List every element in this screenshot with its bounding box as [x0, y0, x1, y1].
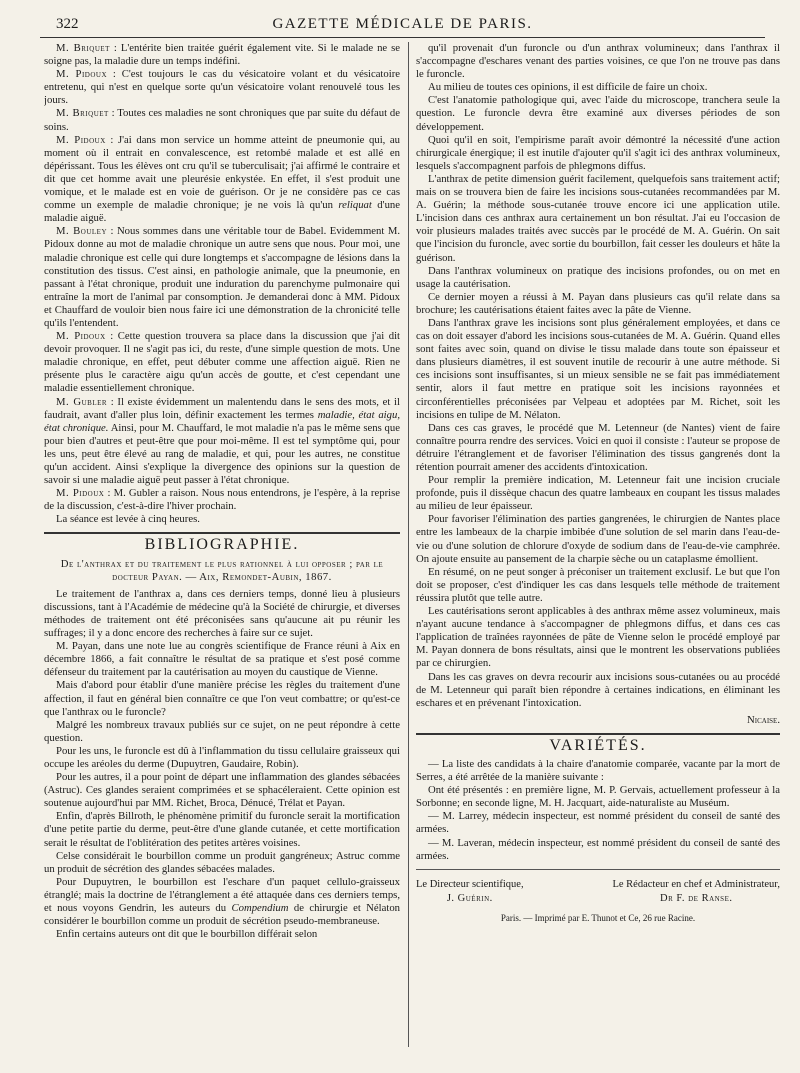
discussion-paragraph: M. Briquet : L'entérite bien traitée guérit également vite. Si le malade ne se soigne pas, la maladie dure un temps indéfini. [44, 42, 400, 68]
article-paragraph: Pour remplir la première indication, M. Letenneur fait une incision cruciale profonde, puis il dissèque chacun des quatre lambeaux en coupant les tissus malades au milieu de leur épaisseur. [416, 474, 780, 513]
article-paragraph: En résumé, on ne peut songer à préconiser un traitement exclusif. Le but que l'on doit se proposer, c'est d'indiquer les cas dans lesquels telle méthode de traitement réussira plutôt que telle autre. [416, 565, 780, 604]
news-item: — La liste des candidats à la chaire d'anatomie comparée, vacante par la mort de Serres, a été arrêtée de la manière suivante : [416, 757, 780, 784]
speaker-name: M. Pidoux [56, 487, 105, 500]
journal-title: GAZETTE MÉDICALE DE PARIS. [272, 16, 533, 32]
article-paragraph: Celse considérait le bourbillon comme un produit gangréneux; Astruc comme un produit de sécrétion des glandes sébacées malades. [44, 849, 400, 875]
discussion-paragraph: M. Pidoux : C'est toujours le cas du vésicatoire volant et du vésicatoire entretenu, qui n'est en quelque sorte qu'un vésicatoire volant renouvelé tous les jours. [44, 68, 400, 107]
bibliography-reference: De l'anthrax et du traitement le plus rationnel à lui opposer ; par le docteur Payan. — Aix, Remondet-Aubin, 1867. [60, 557, 384, 583]
speaker-name: M. Pidoux [56, 330, 106, 343]
article-paragraph: Pour favoriser l'élimination des parties gangrenées, le chirurgien de Nantes place entre les lambeaux de la charpie imbibée d'une solution de sel marin dans l'eau-de-vie ou d'une solution de chlorure d'oxyde de sodium dans de l'eau-de-vie camphrée. On ajoute ensuite au pansement de la charpie sèche ou un cataplasme émollient. [416, 513, 780, 565]
column-divider [408, 42, 409, 1047]
right-column [416, 42, 780, 1062]
header-rule [40, 37, 765, 38]
article-paragraph: Dans l'anthrax volumineux on pratique des incisions profondes, ou on met en usage la cautérisation. [416, 264, 780, 290]
author-signature: Nicaise. [747, 713, 780, 726]
discussion-paragraph: M. Pidoux : Cette question trouvera sa place dans la discussion que j'ai dit devoir provoquer. Il ne s'agit pas ici, du reste, d'une simple question de mots. Une maladie chronique, en effet, peut débuter comme une affection aiguë. Rien ne présente plus le caractère aigu qu'un accès de goutte, et c'est cependant une maladie essentiellement chronique. [44, 330, 400, 395]
printer-imprint: Paris. — Imprimé par E. Thunot et Ce, 26 rue Racine. [500, 912, 696, 923]
news-item: — M. Laveran, médecin inspecteur, est nommé président du conseil de santé des armées. [416, 836, 780, 862]
article-paragraph: Au milieu de toutes ces opinions, il est difficile de faire un choix. [428, 81, 708, 94]
editor-credit: Le Rédacteur en chef et Administrateur, Dr F. de Ranse. [612, 878, 780, 904]
article-paragraph: Dans les cas graves on devra recourir aux incisions sous-cutanées ou au procédé de M. Letenneur qui paraît bien répondre à certaines indications, en éliminant les eschares et en prévenant l'intoxication. [416, 670, 780, 709]
article-paragraph: C'est l'anatomie pathologique qui, avec l'aide du microscope, tranchera seule la question. Le furoncle devra être examiné aux diverses périodes de son développement. [416, 94, 780, 133]
article-paragraph: qu'il provenait d'un furoncle ou d'un anthrax volumineux; dans l'anthrax il s'accompagne d'eschares venant des parties voisines, ce que l'on ne trouve pas dans le furoncle. [416, 42, 780, 81]
speaker-name: M. Briquet [56, 42, 110, 54]
article-paragraph: Quoi qu'il en soit, l'empirisme paraît avoir démontré la nécessité d'une action chirurgicale énergique; il est inutile d'ajouter qu'il s'agit ici des anthrax volumineux, lesquels s'accompagnent parfois de phlegmons diffus. [416, 133, 780, 172]
article-paragraph: M. Payan, dans une note lue au congrès scientifique de France réuni à Aix en décembre 1866, a fait connaître le résultat de sa pratique et s'est posé comme défenseur du traitement par la cautérisation au moyen du caustique de Vienne. [44, 640, 400, 679]
news-item: — M. Larrey, médecin inspecteur, est nommé président du conseil de santé des armées. [416, 810, 780, 836]
left-column [44, 42, 400, 1062]
article-paragraph: Enfin certains auteurs ont dit que le bourbillon différait selon [56, 928, 318, 941]
page-number: 322 [56, 16, 79, 32]
footer-rule [416, 869, 780, 870]
speaker-name: M. Pidoux [56, 68, 108, 81]
session-close: La séance est levée à cinq heures. [56, 513, 200, 526]
article-paragraph: Enfin, d'après Billroth, le phénomène primitif du furoncle serait la mortification d'une petite partie du derme, peut-être d'une glande cutanée, et cette mortification serait le résultat de l'oblitération des petites artères voisines. [44, 810, 400, 849]
section-rule [44, 532, 400, 534]
discussion-paragraph: M. Gubler : Il existe évidemment un malentendu dans le sens des mots, et il faudrait, avant d'aller plus loin, définir exactement les termes maladie, état aigu, état chronique. Ainsi, pour M. Chauffard, le mot maladie n'a pas le même sens que pour bien d'autres et peut-être que pour moi-même. Il est tel symptôme qui, pour les uns, peut être élevé au rang de maladie, et qui, pour les autres, ne constitue qu'un accident. Ainsi s'explique la divergence des opinions sur la question de savoir si une maladie aiguë peut passer à l'état chronique. [44, 395, 400, 487]
section-rule [416, 733, 780, 735]
article-paragraph: Pour Dupuytren, le bourbillon est l'eschare d'un paquet cellulo-graisseux étranglé; mais la doctrine de l'étranglement a été attaquée dans ces derniers temps, et nous voyons Gendrin, les auteurs du Compendium de chirurgie et Nélaton considérer le bourbillon comme un produit de sécrétion pseudo-membraneuse. [44, 875, 400, 928]
article-paragraph: Le traitement de l'anthrax a, dans ces derniers temps, donné lieu à plusieurs discussions, tant à l'Académie de médecine qu'à la Société de chirurgie, et diverses méthodes de traitement ont été préconisées sans qu'aucune ait pu réunir les suffrages; il y a donc encore des recherches à faire sur ce sujet. [44, 587, 400, 640]
article-paragraph: Les cautérisations seront applicables à des anthrax même assez volumineux, mais n'ayant aucune tendance à s'accompagner de phlegmons diffus, et dans ces cas l'application de traînées rayonnées de pâte de Vienne selon le procédé employé par M. Payan donnera de bons résultats, ainsi que le montrent les observations publiées par ce chirurgien. [416, 605, 780, 670]
article-paragraph: L'anthrax de petite dimension guérit facilement, quelquefois sans traitement actif; mais on se trouvera bien de faire les incisions sous-cutanées recommandées par M. A. Guérin; la méthode sous-cutanée trouve encore ici une application utile. L'incision dans ces anthrax aura certainement un bon résultat. J'ai eu l'occasion de voir plusieurs malades traités avec succès par le procédé de M. A. Guérin. On sait que l'incision du furoncle, avec sortie du bourbillon, fait cesser les douleurs et hâte la guérison. [416, 172, 780, 264]
editorial-credits [416, 878, 780, 906]
discussion-paragraph: M. Pidoux : J'ai dans mon service un homme atteint de pneumonie qui, au moment où il entrait en convalescence, est retombé malade et est allé en dépérissant. Tous les élèves ont cru qu'il se tuberculisait; j'ai affirmé le contraire et dit que cet homme avait une pleurésie enkystée. En effet, il s'est produit une vomique, et le malade est en voie de guérison. Or je ne considère pas ce cas comme un exemple de maladie chronique; je ne vois là qu'un reliquat d'une maladie aiguë. [44, 133, 400, 225]
article-paragraph: Malgré les nombreux travaux publiés sur ce sujet, on ne peut répondre à cette question. [44, 718, 400, 744]
discussion-paragraph: M. Briquet : Toutes ces maladies ne sont chroniques que par suite du défaut de soins. [44, 107, 400, 133]
speaker-name: M. Gubler [56, 395, 108, 408]
news-item: Ont été présentés : en première ligne, M. P. Gervais, actuellement professeur à la Sorbonne; en seconde ligne, M. H. Jacquart, aide-naturaliste au Muséum. [416, 784, 780, 810]
article-paragraph: Pour les uns, le furoncle est dû à l'inflammation du tissu cellulaire graisseux qui occupe les aréoles du derme (Dupuytren, Gaudaire, Robin). [44, 744, 400, 770]
article-paragraph: Mais d'abord pour établir d'une manière précise les règles du traitement d'une affection, il faut en général bien connaître ce que l'on veut combattre; or qu'est-ce que l'anthrax ou le furoncle? [44, 679, 400, 718]
article-paragraph: Dans l'anthrax grave les incisions sont plus généralement employées, et dans ce cas on doit essayer d'abord les incisions sous-cutanées de M. A. Guérin. Quand elles sont faites avec soin, quand on divise le tissu malade dans toute son épaisseur et dans plusieurs diamètres, il est souvent inutile de recourir à une autre méthode. Si ces incisions sont insuffisantes, si un mieux sensible ne se fait pas immédiatement sentir, alors il faut mettre en pratique soit les incisions rayonnées et circonférentielles préconisées par Velpeau et adoptées par M. Richet, soit les incisions en tulipe de M. Nélaton. [416, 316, 780, 421]
discussion-paragraph: M. Bouley : Nous sommes dans une véritable tour de Babel. Evidemment M. Pidoux donne au mot de maladie chronique un autre sens que nous. Pour moi, une maladie chronique est celle qui dure longtemps et s'accompagne de lésions dans la constitution des tissus. C'est ainsi, en pathologie animale, que la pneumonie, en passant à l'état chronique, produit une induration du parenchyme pulmonaire qui entraîne la mort de l'animal par consomption. Je demanderai donc à MM. Pidoux et Chauffard de vouloir bien nous faire ici une démonstration de la chronicité telle qu'ils l'entendent. [44, 225, 400, 329]
discussion-paragraph: M. Pidoux : M. Gubler a raison. Nous nous entendrons, je l'espère, à la reprise de la discussion, c'est-à-dire l'hiver prochain. [44, 487, 400, 513]
director-credit: Le Directeur scientifique, J. Guérin. [416, 878, 524, 904]
speaker-name: M. Briquet [56, 107, 109, 120]
article-paragraph: Pour les autres, il a pour point de départ une inflammation des glandes sébacées (Astruc). Ces glandes seraient comprimées et se sphacéleraient. Cette opinion est soutenue aujourd'hui par MM. Richet, Broca, Dénucé, Trélat et Payan. [44, 771, 400, 810]
speaker-name: M. Pidoux [56, 133, 106, 146]
bibliography-title: BIBLIOGRAPHIE. [144, 536, 300, 554]
article-paragraph: Ce dernier moyen a réussi à M. Payan dans plusieurs cas qu'il relate dans sa brochure; les cautérisations étaient faites avec la pâte de Vienne. [416, 290, 780, 316]
speaker-name: M. Bouley [56, 225, 108, 238]
article-paragraph: Dans ces cas graves, le procédé que M. Letenneur (de Nantes) vient de faire connaître pourra rendre des services. Voici en quoi il consiste : l'auteur se propose de détruire l'étranglement et de favoriser l'élimination des tissus gangrenés dont la rétention pourrait amener des accidents d'intoxication. [416, 421, 780, 473]
varietes-title: VARIÉTÉS. [549, 736, 647, 754]
